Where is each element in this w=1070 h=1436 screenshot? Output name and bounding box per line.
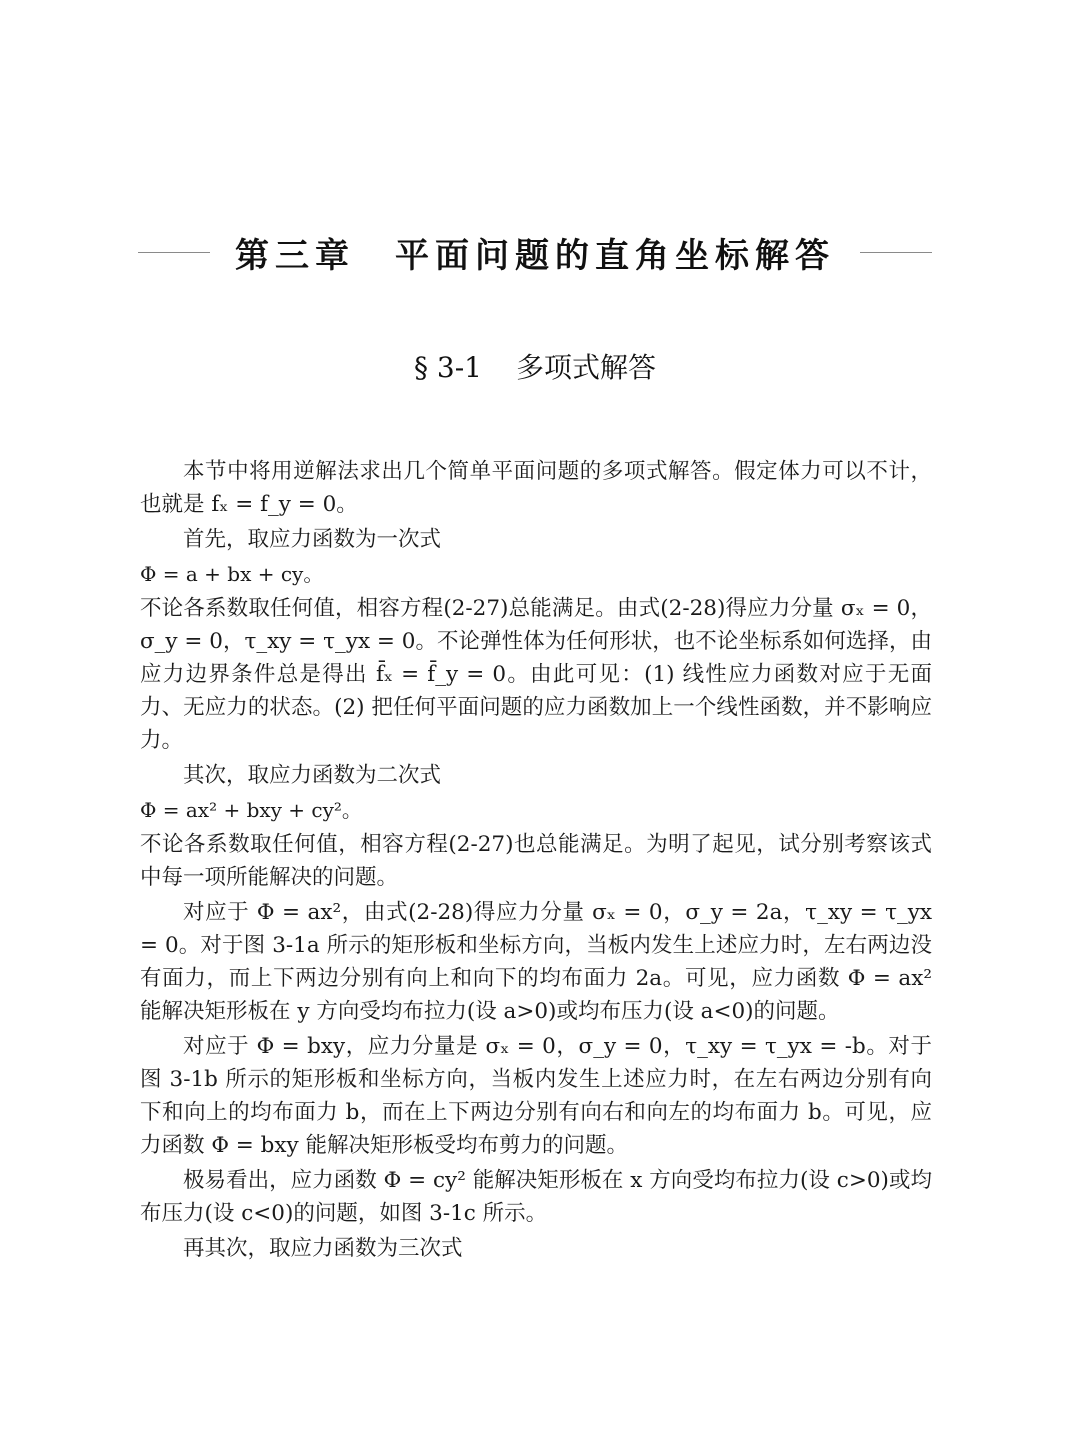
section-title: 多项式解答 xyxy=(515,351,656,384)
section-number: § 3-1 xyxy=(413,351,482,384)
paragraph-quadratic-discussion: 不论各系数取任何值，相容方程(2-27)也总能满足。为明了起见，试分别考察该式中每一项所能解决的问题。 xyxy=(140,832,932,890)
paragraph-cy2: 极易看出，应力函数 Φ = cy² 能解决矩形板在 x 方向受均布拉力(设 c>0)或均布压力(设 c<0)的问题，如图 3-1c 所示。 xyxy=(140,1168,932,1226)
formula-linear: Φ = a + bx + cy。 xyxy=(140,562,324,586)
paragraph-linear-lead: 首先，取应力函数为一次式 xyxy=(183,527,442,552)
paragraph-ax2: 对应于 Φ = ax²，由式(2-28)得应力分量 σₓ = 0，σ_y = 2a，τ_xy = τ_yx = 0。对于图 3-1a 所示的矩形板和坐标方向，当板内发生上述应力时，左右两边没有面力，而上下两边分别有向上和向下的均布面力 2a。可见，应力函数 Φ = ax² 能解决矩形板在 y 方向受均布拉力(设 a>0)或均布压力(设 a<0)的问题。 xyxy=(140,900,932,1024)
paragraph-intro: 本节中将用逆解法求出几个简单平面问题的多项式解答。假定体力可以不计，也就是 fₓ = f_y = 0。 xyxy=(140,459,932,517)
body-text xyxy=(140,455,932,1265)
paragraph-linear-discussion: 不论各系数取任何值，相容方程(2-27)总能满足。由式(2-28)得应力分量 σₓ = 0，σ_y = 0，τ_xy = τ_yx = 0。不论弹性体为任何形状，也不论坐标系如何选择，由应力边界条件总是得出 f̄ₓ = f̄_y = 0。由此可见：(1) 线性应力函数对应于无面力、无应力的状态。(2) 把任何平面问题的应力函数加上一个线性函数，并不影响应力。 xyxy=(140,596,932,753)
formula-quadratic: Φ = ax² + bxy + cy²。 xyxy=(140,798,362,822)
chapter-header xyxy=(138,228,932,276)
chapter-title: 第三章 平面问题的直角坐标解答 xyxy=(235,235,835,276)
paragraph-cubic-lead: 再其次，取应力函数为三次式 xyxy=(183,1236,463,1261)
paragraph-quadratic-lead: 其次，取应力函数为二次式 xyxy=(183,763,442,788)
chapter-rule-left xyxy=(138,252,210,253)
section-heading xyxy=(0,346,1070,386)
chapter-rule-right xyxy=(860,252,932,253)
paragraph-bxy: 对应于 Φ = bxy，应力分量是 σₓ = 0，σ_y = 0，τ_xy = τ_yx = -b。对于图 3-1b 所示的矩形板和坐标方向，当板内发生上述应力时，在左右两边分别有向下和向上的均布面力 b，而在上下两边分别有向右和向左的均布面力 b。可见，应力函数 Φ = bxy 能解决矩形板受均布剪力的问题。 xyxy=(140,1034,932,1158)
